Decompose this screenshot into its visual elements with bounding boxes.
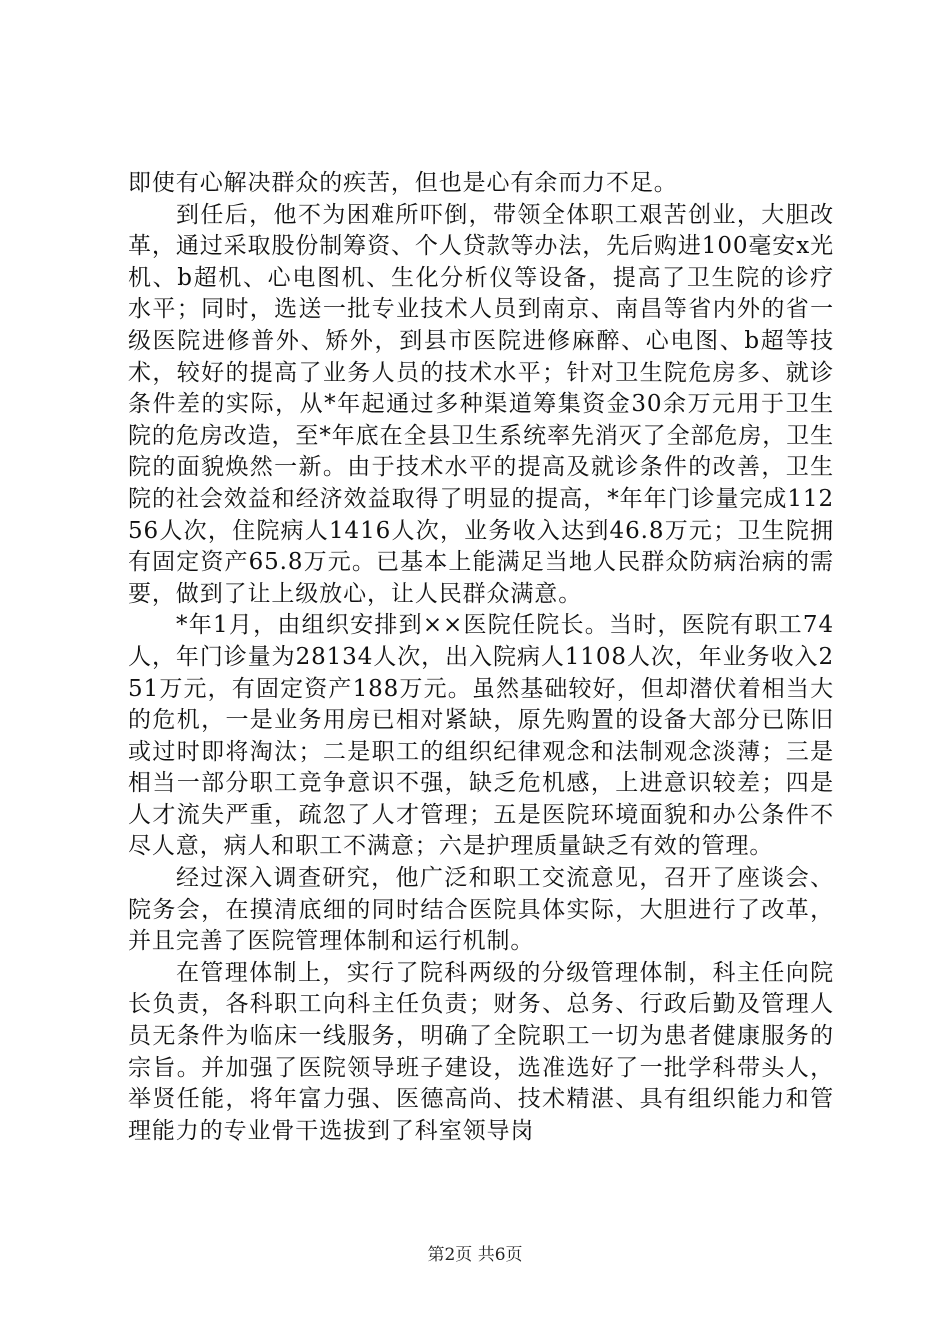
page-number-footer: 第2页 共6页 bbox=[427, 1245, 523, 1265]
paragraph-4: 经过深入调查研究，他广泛和职工交流意见，召开了座谈会、院务会，在摸清底细的同时结合医院具体实际，大胆进行了改革，并且完善了医院管理体制和运行机制。 bbox=[128, 865, 834, 955]
paragraph-3: *年1月，由组织安排到××医院任院长。当时，医院有职工74人，年门诊量为28134人次，出入院病人1108人次，年业务收入251万元，有固定资产188万元。虽然基础较好，但却潜伏着相当大的危机，一是业务用房已相对紧缺，原先购置的设备大部分已陈旧或过时即将淘汰；二是职工的组织纪律观念和法制观念淡薄；三是相当一部分职工竞争意识不强，缺乏危机感，上进意识较差；四是人才流失严重，疏忽了人才管理；五是医院环境面貌和办公条件不尽人意，病人和职工不满意；六是护理质量缺乏有效的管理。 bbox=[128, 612, 834, 860]
document-body bbox=[128, 168, 834, 1147]
paragraph-1: 即使有心解决群众的疾苦，但也是心有余而力不足。 bbox=[128, 170, 678, 196]
paragraph-2: 到任后，他不为困难所吓倒，带领全体职工艰苦创业，大胆改革，通过采取股份制筹资、个人贷款等办法，先后购进100毫安x光机、b超机、心电图机、生化分析仪等设备，提高了卫生院的诊疗水平；同时，选送一批专业技术人员到南京、南昌等省内外的省一级医院进修普外、矫外，到县市医院进修麻醉、心电图、b超等技术，较好的提高了业务人员的技术水平；针对卫生院危房多、就诊条件差的实际，从*年起通过多种渠道筹集资金30余万元用于卫生院的危房改造，至*年底在全县卫生系统率先消灭了全部危房，卫生院的面貌焕然一新。由于技术水平的提高及就诊条件的改善，卫生院的社会效益和经济效益取得了明显的提高，*年年门诊量完成11256人次，住院病人1416人次，业务收入达到46.8万元；卫生院拥有固定资产65.8万元。已基本上能满足当地人民群众防病治病的需要，做到了让上级放心，让人民群众满意。 bbox=[128, 201, 834, 607]
paragraph-5: 在管理体制上，实行了院科两级的分级管理体制，科主任向院长负责，各科职工向科主任负责；财务、总务、行政后勤及管理人员无条件为临床一线服务，明确了全院职工一切为患者健康服务的宗旨。并加强了医院领导班子建设，选准选好了一批学科带头人，举贤任能，将年富力强、医德高尚、技术精湛、具有组织能力和管理能力的专业骨干选拔到了科室领导岗 bbox=[128, 959, 834, 1144]
